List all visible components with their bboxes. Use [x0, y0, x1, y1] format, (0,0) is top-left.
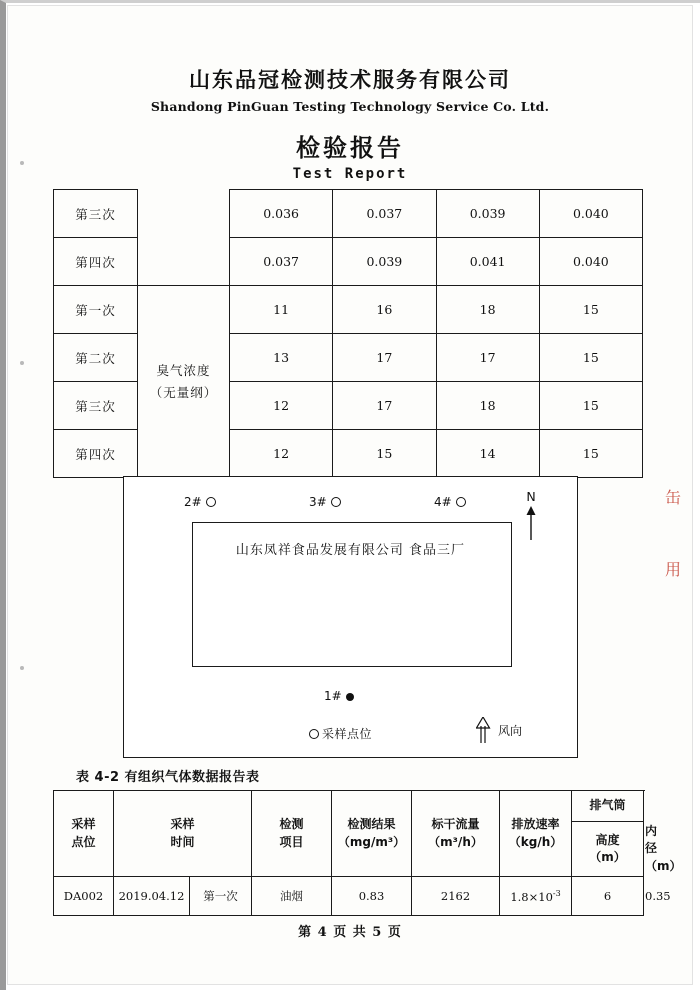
north-label: N	[526, 489, 536, 504]
parameter-name-line2: （无量纲）	[149, 384, 218, 400]
sampling-point-dot-icon	[346, 693, 354, 701]
cell-emission-rate-exponent: -3	[552, 888, 561, 898]
cell-flow: 2162	[412, 877, 500, 916]
col-header-line2: 点位	[71, 834, 96, 849]
legend-label: 采样点位	[322, 727, 373, 741]
stamp-char-2: 用	[664, 560, 681, 579]
organized-gas-table	[53, 790, 682, 916]
cell-emission-rate-base: 1.8×10	[510, 889, 553, 904]
row-label: 第四次	[54, 238, 138, 286]
red-stamp-marking	[660, 486, 686, 582]
col-header-unit: （m³/h）	[428, 834, 483, 849]
wind-direction-indicator	[476, 717, 522, 743]
col-header-line2: 时间	[170, 834, 195, 849]
parameter-name-cell	[138, 286, 230, 478]
col-header-line1: 检测	[279, 817, 304, 832]
result-cell: 0.040	[539, 190, 642, 238]
col-header-flow	[412, 791, 500, 877]
cell-emission-rate	[500, 877, 572, 916]
col-header-sampling-point	[54, 791, 114, 877]
result-cell: 18	[436, 286, 539, 334]
sampling-point-ring-icon	[456, 497, 466, 507]
table-caption: 表 4-2 有组织气体数据报告表	[76, 770, 260, 785]
col-header-line1: 标干流量	[431, 817, 480, 832]
row-label: 第二次	[54, 334, 138, 382]
sampling-point-ring-icon	[206, 497, 216, 507]
paper-sheet	[8, 6, 692, 984]
result-cell: 15	[539, 286, 642, 334]
result-cell: 18	[436, 382, 539, 430]
page-footer: 第 4 页 共 5 页	[298, 925, 402, 940]
stamp-char-1: 缶	[664, 488, 681, 507]
margin-mark	[20, 361, 24, 365]
sampling-point-3	[309, 495, 341, 509]
col-header-line1: 高度	[595, 832, 620, 847]
parameter-name-line1: 臭气浓度	[156, 363, 211, 379]
organized-gas-table-container	[53, 790, 682, 916]
col-header-unit: （kg/h）	[508, 834, 563, 849]
company-name-en: Shandong PinGuan Testing Technology Service Co. Ltd.	[150, 99, 550, 114]
sampling-point-2-label: 2#	[184, 495, 202, 509]
result-cell: 17	[333, 382, 436, 430]
report-title-en: Test Report	[292, 166, 408, 182]
col-header-stack-height	[572, 822, 644, 877]
wind-arrow-icon	[476, 717, 494, 743]
result-cell: 14	[436, 430, 539, 478]
row-label: 第一次	[54, 286, 138, 334]
margin-mark	[20, 161, 24, 165]
table-header-row	[54, 791, 644, 822]
result-cell: 15	[539, 430, 642, 478]
sampling-point-2	[184, 495, 216, 509]
cell-sampling-point: DA002	[54, 877, 114, 916]
col-header-unit: （mg/m³）	[337, 834, 406, 849]
wind-direction-label: 风向	[497, 724, 522, 738]
result-cell: 15	[333, 430, 436, 478]
sampling-point-4-label: 4#	[434, 495, 452, 509]
sampling-point-ring-icon	[331, 497, 341, 507]
result-cell: 12	[230, 382, 333, 430]
result-cell: 13	[230, 334, 333, 382]
row-label: 第三次	[54, 382, 138, 430]
plant-name-label: 山东凤祥食品发展有限公司 食品三厂	[235, 543, 466, 558]
results-table-container	[53, 189, 643, 478]
result-cell: 16	[333, 286, 436, 334]
result-cell: 0.037	[230, 238, 333, 286]
col-header-line2: 项目	[279, 834, 304, 849]
result-cell: 0.039	[333, 238, 436, 286]
cell-stack-height: 6	[572, 877, 644, 916]
result-cell: 17	[333, 334, 436, 382]
cell-test-item: 油烟	[252, 877, 332, 916]
col-header-unit: （m）	[589, 850, 626, 865]
diagram-legend	[309, 725, 372, 742]
col-header-test-item	[252, 791, 332, 877]
table-row	[54, 286, 643, 334]
col-header-line1: 内径	[645, 824, 658, 856]
result-cell: 15	[539, 382, 642, 430]
col-header-line1: 排放速率	[511, 817, 560, 832]
report-header	[8, 64, 692, 182]
result-cell: 11	[230, 286, 333, 334]
margin-mark	[20, 666, 24, 670]
col-header-unit: （m）	[645, 858, 682, 873]
sampling-point-4	[434, 495, 466, 509]
result-cell: 12	[230, 430, 333, 478]
table-row: DA002 2019.04.12 第一次 油烟 0.83 2162 $1.8\times 10^{-3}$ 6 0.35	[54, 877, 644, 916]
col-header-result	[332, 791, 412, 877]
results-table	[53, 189, 643, 478]
sampling-point-1-label: 1#	[324, 689, 342, 703]
result-cell: 0.041	[436, 238, 539, 286]
result-cell: 0.036	[230, 190, 333, 238]
cell-result: 0.83	[332, 877, 412, 916]
north-arrow-icon	[523, 506, 539, 540]
north-indicator	[523, 489, 539, 540]
result-cell: 17	[436, 334, 539, 382]
cell-sampling-date: 2019.04.12	[114, 877, 190, 916]
result-cell: 0.037	[333, 190, 436, 238]
merged-spacer-cell	[138, 190, 230, 238]
report-title-cn: 检验报告	[296, 133, 404, 162]
sampling-site-diagram	[123, 476, 578, 758]
table-row	[54, 190, 643, 238]
result-cell: 0.039	[436, 190, 539, 238]
result-cell: 15	[539, 334, 642, 382]
col-header-line1: 采样	[71, 817, 96, 832]
company-name-cn: 山东品冠检测技术服务有限公司	[189, 67, 511, 92]
col-header-sampling-time	[114, 791, 252, 877]
col-header-emission-rate	[500, 791, 572, 877]
legend-ring-icon	[309, 729, 319, 739]
col-header-stack: 排气筒	[572, 791, 644, 822]
col-header-line1: 采样	[170, 817, 195, 832]
row-label: 第四次	[54, 430, 138, 478]
cell-sampling-sequence: 第一次	[190, 877, 252, 916]
sampling-point-3-label: 3#	[309, 495, 327, 509]
table-row	[54, 238, 643, 286]
sampling-point-1	[324, 689, 354, 703]
result-cell: 0.040	[539, 238, 642, 286]
row-label: 第三次	[54, 190, 138, 238]
merged-spacer-cell	[138, 238, 230, 286]
col-header-line1: 检测结果	[347, 817, 396, 832]
